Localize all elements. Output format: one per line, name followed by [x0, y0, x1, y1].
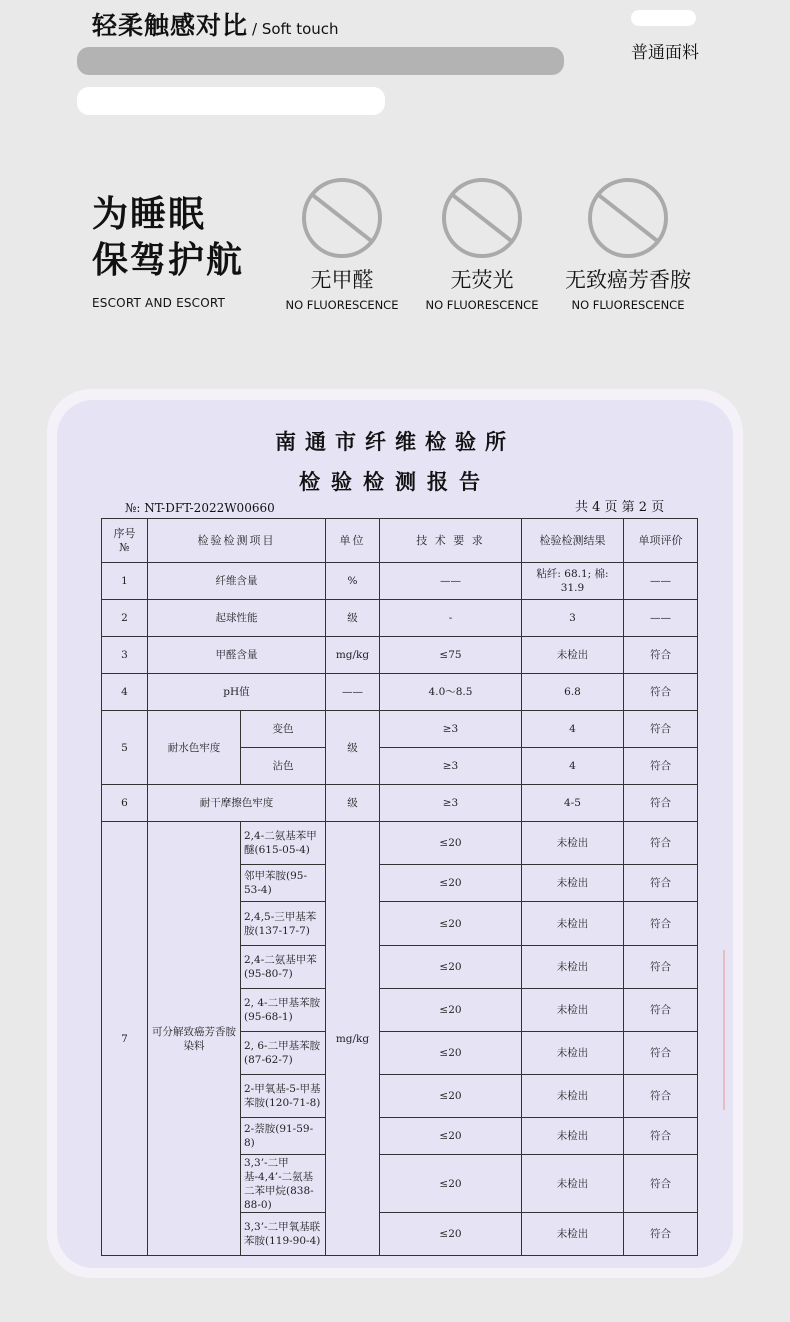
row-unit: 级	[326, 600, 380, 637]
row-requirement: ≤20	[380, 822, 522, 865]
table-row	[102, 563, 698, 600]
row-no: 1	[102, 563, 148, 600]
row-evaluation: 符合	[624, 865, 698, 902]
row-subitem: 3,3’-二甲基-4,4’-二氨基二苯甲烷(838-88-0)	[241, 1155, 326, 1213]
row-subitem: 2, 6-二甲基苯胺(87-62-7)	[241, 1032, 326, 1075]
row-subitem: 2, 4-二甲基苯胺(95-68-1)	[241, 989, 326, 1032]
row-no: 3	[102, 637, 148, 674]
row-result: 4	[522, 711, 624, 748]
slogan	[92, 192, 244, 284]
header-no: 序号 №	[102, 519, 148, 563]
row-subitem: 2-甲氧基-5-甲基苯胺(120-71-8)	[241, 1075, 326, 1118]
test-report	[57, 400, 733, 1268]
prohibited-icon	[442, 178, 522, 258]
row-requirement: ≤20	[380, 1118, 522, 1155]
row-evaluation: 符合	[624, 748, 698, 785]
row-evaluation: 符合	[624, 1032, 698, 1075]
row-subitem: 邻甲苯胺(95-53-4)	[241, 865, 326, 902]
feature-title: 无荧光	[450, 268, 514, 292]
report-table	[101, 518, 698, 1256]
feature-title: 无致癌芳香胺	[565, 268, 691, 292]
slogan-english: ESCORT AND ESCORT	[92, 296, 226, 310]
row-no: 2	[102, 600, 148, 637]
stamp-edge	[723, 950, 733, 1110]
report-title: 检验检测报告	[299, 469, 491, 494]
row-requirement: 4.0～8.5	[380, 674, 522, 711]
feature-no-aromatic-amines	[548, 178, 708, 312]
table-header-row	[102, 519, 698, 563]
row-unit: mg/kg	[326, 822, 380, 1256]
row-result: 未检出	[522, 822, 624, 865]
table-row	[102, 674, 698, 711]
row-requirement: ——	[380, 563, 522, 600]
row-result: 未检出	[522, 1213, 624, 1256]
row-item: 纤维含量	[148, 563, 326, 600]
row-requirement: ≤20	[380, 865, 522, 902]
table-row	[102, 600, 698, 637]
row-result: 4-5	[522, 785, 624, 822]
row-requirement: ≤20	[380, 1075, 522, 1118]
row-evaluation: 符合	[624, 1075, 698, 1118]
header-evaluation: 单项评价	[624, 519, 698, 563]
feature-subtitle: NO FLUORESCENCE	[571, 298, 685, 312]
row-subitem: 2,4-二氨基甲苯(95-80-7)	[241, 946, 326, 989]
row-evaluation: 符合	[624, 637, 698, 674]
row-evaluation: 符合	[624, 711, 698, 748]
row-result: 未检出	[522, 1118, 624, 1155]
row-evaluation: 符合	[624, 1155, 698, 1213]
row-unit: %	[326, 563, 380, 600]
row-subitem: 3,3’-二甲氧基联苯胺(119-90-4)	[241, 1213, 326, 1256]
legend-swatch	[631, 10, 696, 26]
row-requirement: ≥3	[380, 785, 522, 822]
row-unit: 级	[326, 711, 380, 785]
row-subitem: 沾色	[241, 748, 326, 785]
prohibited-icon	[588, 178, 668, 258]
row-requirement: ≤75	[380, 637, 522, 674]
row-requirement: ≥3	[380, 711, 522, 748]
row-item: 耐干摩擦色牢度	[148, 785, 326, 822]
slogan-line1: 为睡眠	[92, 194, 207, 235]
feature-title: 无甲醛	[310, 268, 374, 292]
comparison-bar-white	[77, 87, 385, 115]
row-result: 未检出	[522, 865, 624, 902]
header-item: 检验检测项目	[148, 519, 326, 563]
slogan-line2: 保驾护航	[92, 240, 245, 281]
soft-touch-subtitle: / Soft touch	[252, 20, 339, 38]
row-result: 6.8	[522, 674, 624, 711]
row-item: 可分解致癌芳香胺染料	[148, 822, 241, 1256]
row-no: 6	[102, 785, 148, 822]
row-subitem: 2,4,5-三甲基苯胺(137-17-7)	[241, 902, 326, 946]
row-evaluation: 符合	[624, 1213, 698, 1256]
soft-touch-title: 轻柔触感对比 / Soft touch	[92, 11, 339, 40]
row-result: 未检出	[522, 902, 624, 946]
row-unit: 级	[326, 785, 380, 822]
row-result: 未检出	[522, 1075, 624, 1118]
row-requirement: ≤20	[380, 1213, 522, 1256]
row-item: pH值	[148, 674, 326, 711]
row-item: 耐水色牢度	[148, 711, 241, 785]
row-evaluation: 符合	[624, 674, 698, 711]
table-row	[102, 822, 698, 865]
legend-label: 普通面料	[631, 43, 699, 63]
row-result: 未检出	[522, 1032, 624, 1075]
row-item: 甲醛含量	[148, 637, 326, 674]
row-requirement: ≤20	[380, 1032, 522, 1075]
header-unit: 单位	[326, 519, 380, 563]
row-item: 起球性能	[148, 600, 326, 637]
comparison-bar-grey	[77, 47, 564, 75]
row-unit: ——	[326, 674, 380, 711]
row-result: 未检出	[522, 946, 624, 989]
row-result: 未检出	[522, 1155, 624, 1213]
report-number: №: NT-DFT-2022W00660	[125, 501, 275, 515]
row-requirement: ≤20	[380, 946, 522, 989]
report-org: 南通市纤维检验所	[275, 429, 515, 454]
row-evaluation: ——	[624, 563, 698, 600]
row-evaluation: 符合	[624, 902, 698, 946]
row-subitem: 2,4-二氨基苯甲醚(615-05-4)	[241, 822, 326, 865]
row-evaluation: 符合	[624, 946, 698, 989]
feature-no-fluorescence	[402, 178, 562, 312]
table-row	[102, 711, 698, 748]
row-evaluation: 符合	[624, 822, 698, 865]
feature-subtitle: NO FLUORESCENCE	[285, 298, 399, 312]
row-unit: mg/kg	[326, 637, 380, 674]
row-result: 粘纤: 68.1; 棉: 31.9	[522, 563, 624, 600]
row-requirement: -	[380, 600, 522, 637]
row-result: 未检出	[522, 637, 624, 674]
report-page-info: 共 4 页 第 2 页	[575, 500, 665, 515]
row-no: 7	[102, 822, 148, 1256]
row-evaluation: 符合	[624, 785, 698, 822]
row-result: 未检出	[522, 989, 624, 1032]
row-no: 5	[102, 711, 148, 785]
row-requirement: ≤20	[380, 902, 522, 946]
table-row	[102, 637, 698, 674]
header-requirement: 技 术 要 求	[380, 519, 522, 563]
feature-no-formaldehyde	[262, 178, 422, 312]
row-requirement: ≥3	[380, 748, 522, 785]
prohibited-icon	[302, 178, 382, 258]
row-result: 4	[522, 748, 624, 785]
row-result: 3	[522, 600, 624, 637]
row-evaluation: ——	[624, 600, 698, 637]
row-requirement: ≤20	[380, 989, 522, 1032]
row-evaluation: 符合	[624, 989, 698, 1032]
row-subitem: 2-萘胺(91-59-8)	[241, 1118, 326, 1155]
row-subitem: 变色	[241, 711, 326, 748]
row-no: 4	[102, 674, 148, 711]
feature-subtitle: NO FLUORESCENCE	[425, 298, 539, 312]
row-requirement: ≤20	[380, 1155, 522, 1213]
table-row	[102, 785, 698, 822]
row-evaluation: 符合	[624, 1118, 698, 1155]
header-result: 检验检测结果	[522, 519, 624, 563]
